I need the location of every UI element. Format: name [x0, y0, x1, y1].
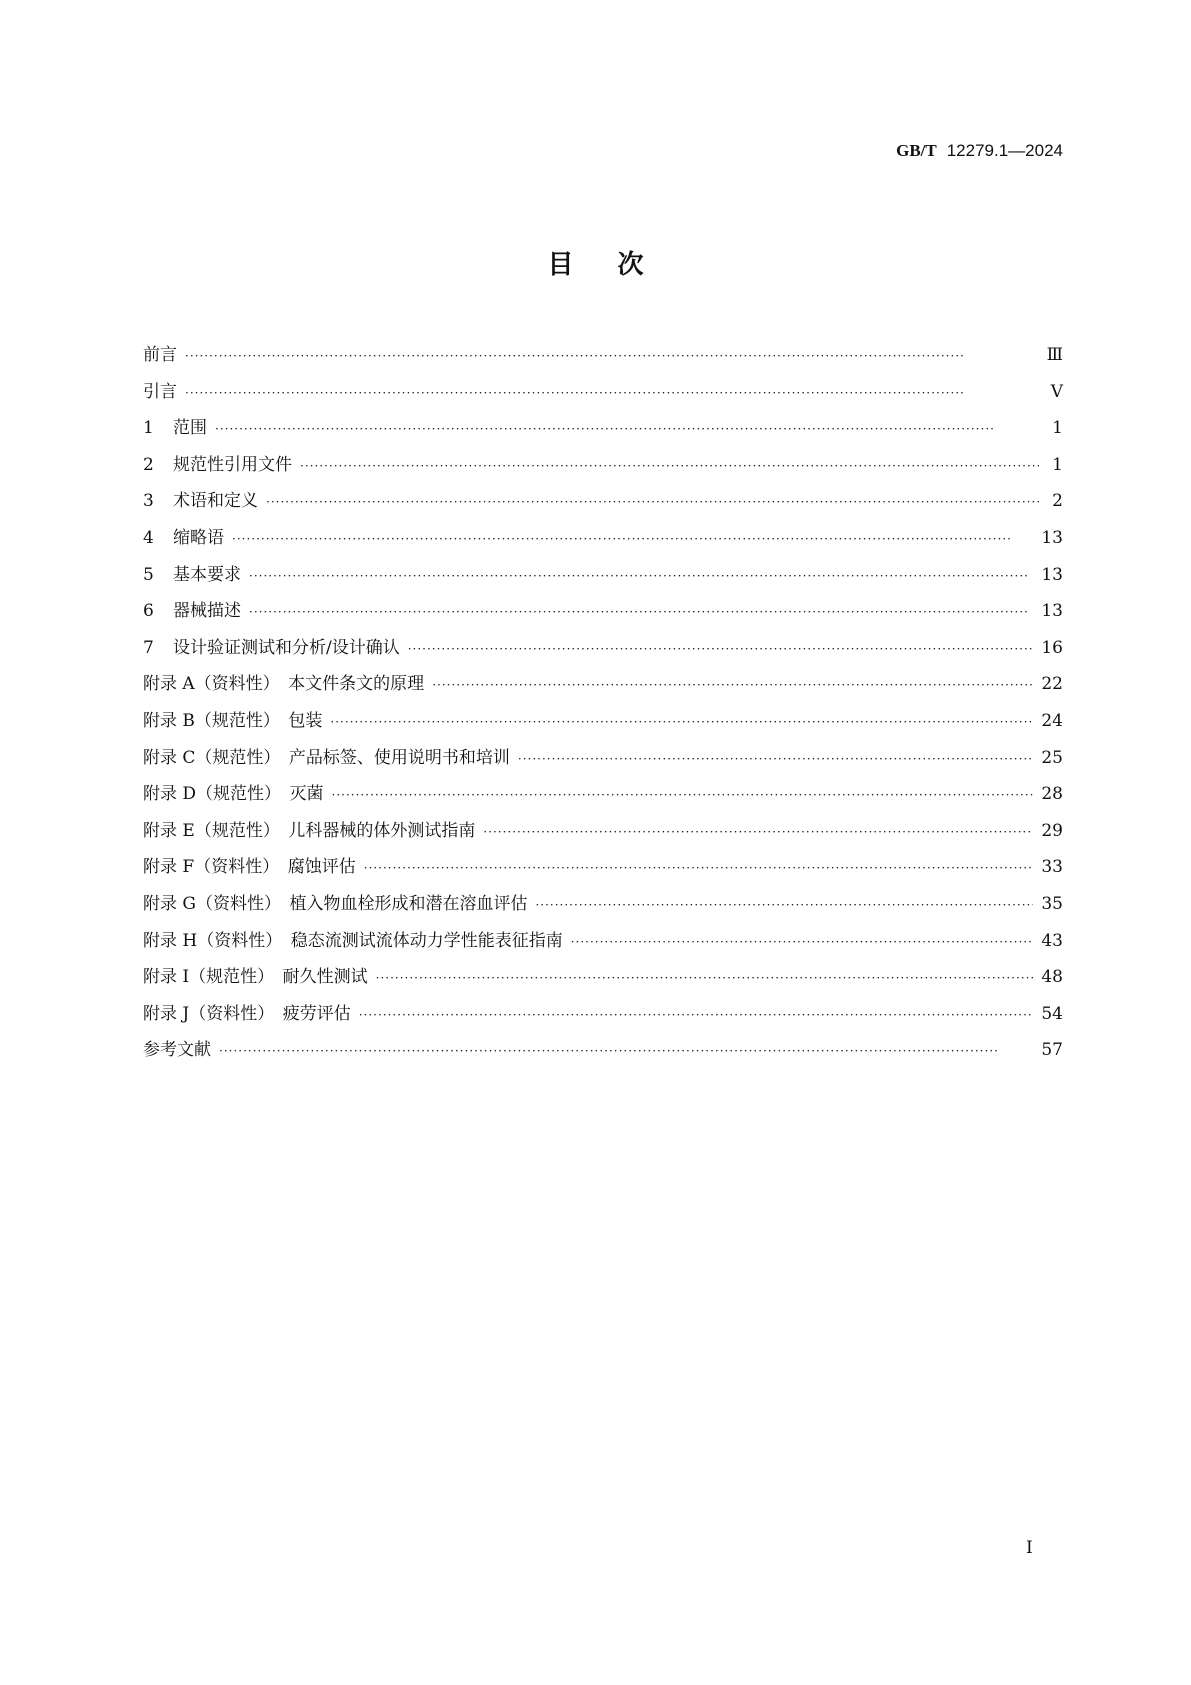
toc-entry-page: 13 — [1041, 527, 1063, 548]
toc-entry-page: 25 — [1041, 747, 1063, 768]
toc-entry[interactable] — [143, 377, 1063, 414]
toc-entry[interactable] — [143, 486, 1063, 523]
toc-entry-label: 缩略语 — [173, 527, 224, 548]
toc-entry-label: 参考文献 — [143, 1040, 211, 1061]
toc-entry-label: 附录 F（资料性） 腐蚀评估 — [143, 857, 356, 878]
toc-entry-number: 2 — [143, 454, 154, 475]
toc-entry-page: 35 — [1041, 893, 1063, 914]
toc-entry-page: 2 — [1052, 491, 1063, 512]
toc-entry-label: 范围 — [173, 418, 207, 439]
dot-leader — [300, 451, 1039, 481]
toc-entry-label: 前言 — [143, 345, 177, 365]
toc-entry-label: 附录 J（资料性） 疲劳评估 — [143, 1003, 351, 1024]
dot-leader — [219, 1036, 1033, 1066]
toc-entry-label: 设计验证测试和分析/设计确认 — [173, 637, 400, 658]
toc-entry[interactable] — [143, 523, 1063, 560]
toc-entry-page: 28 — [1041, 784, 1063, 805]
toc-entry-page: 16 — [1041, 637, 1063, 658]
toc-entry[interactable] — [143, 743, 1063, 780]
dot-leader — [408, 634, 1034, 664]
toc-entry-number: 5 — [143, 564, 154, 585]
toc-entry-number: 3 — [143, 491, 154, 512]
toc-entry-label: 引言 — [143, 381, 177, 402]
dot-leader — [332, 780, 1034, 810]
toc-entry[interactable] — [143, 413, 1063, 450]
dot-leader — [432, 670, 1033, 700]
toc-entry[interactable] — [143, 926, 1063, 963]
toc-entry[interactable] — [143, 450, 1063, 487]
standard-code: 12279.1—2024 — [946, 141, 1063, 160]
toc-entry-number: 6 — [143, 601, 154, 622]
toc-entry-label: 器械描述 — [173, 601, 241, 622]
toc-entry-number: 4 — [143, 527, 154, 548]
dot-leader — [232, 524, 1033, 554]
toc-entry-label: 附录 B（规范性） 包装 — [143, 710, 323, 731]
toc-entry-page: 1 — [1052, 454, 1063, 475]
toc-entry-label: 附录 E（规范性） 儿科器械的体外测试指南 — [143, 820, 476, 841]
dot-leader — [571, 927, 1034, 957]
toc-entry-number: 1 — [143, 418, 154, 439]
dot-leader — [483, 817, 1033, 847]
toc-entry[interactable] — [143, 596, 1063, 633]
dot-leader — [518, 744, 1033, 774]
toc-entry-label: 规范性引用文件 — [173, 454, 292, 475]
dot-leader — [249, 597, 1033, 627]
standard-prefix: GB/T — [896, 141, 937, 160]
toc-entry-page: 1 — [1052, 418, 1063, 439]
toc-entry-page: Ⅲ — [1046, 345, 1063, 365]
dot-leader — [330, 707, 1033, 737]
toc-entry[interactable] — [143, 633, 1063, 670]
dot-leader — [215, 414, 1039, 444]
toc-entry-page: 57 — [1041, 1040, 1063, 1061]
toc-entry-label: 附录 D（规范性） 灭菌 — [143, 784, 324, 805]
toc-entry-label: 术语和定义 — [173, 491, 258, 512]
toc-entry-label: 附录 C（规范性） 产品标签、使用说明书和培训 — [143, 747, 510, 768]
toc-entry-label: 基本要求 — [173, 564, 241, 585]
toc-entry-label: 附录 G（资料性） 植入物血栓形成和潜在溶血评估 — [143, 893, 528, 914]
dot-leader — [185, 378, 1039, 408]
toc-entry[interactable] — [143, 779, 1063, 816]
toc-entry-page: 43 — [1041, 930, 1063, 951]
toc-entry-page: 33 — [1041, 857, 1063, 878]
toc-entry-number: 7 — [143, 637, 154, 658]
page-title: 目次 — [547, 250, 688, 280]
toc-entry-label: 附录 A（资料性） 本文件条文的原理 — [143, 674, 425, 695]
toc-entry-page: Ⅴ — [1050, 381, 1063, 402]
toc-entry[interactable] — [143, 852, 1063, 889]
page-number: I — [1026, 1538, 1033, 1558]
dot-leader — [535, 890, 1033, 920]
toc-entry[interactable] — [143, 816, 1063, 853]
toc-entry[interactable] — [143, 669, 1063, 706]
toc-entry[interactable] — [143, 1035, 1063, 1072]
toc-entry-page: 13 — [1041, 564, 1063, 585]
toc-entry[interactable] — [143, 962, 1063, 999]
standard-number — [896, 141, 1063, 161]
dot-leader — [364, 853, 1034, 883]
table-of-contents — [143, 340, 1063, 1072]
toc-entry[interactable] — [143, 706, 1063, 743]
toc-entry-page: 22 — [1041, 674, 1063, 695]
dot-leader — [376, 963, 1034, 993]
toc-entry-page: 13 — [1041, 601, 1063, 622]
toc-entry-label: 附录 I（规范性） 耐久性测试 — [143, 967, 368, 988]
toc-entry-page: 54 — [1041, 1003, 1063, 1024]
dot-leader — [266, 487, 1039, 517]
toc-entry-page: 24 — [1041, 710, 1063, 731]
toc-entry[interactable] — [143, 999, 1063, 1036]
toc-entry-page: 29 — [1041, 820, 1063, 841]
dot-leader — [185, 341, 1039, 371]
toc-entry-label: 附录 H（资料性） 稳态流测试流体动力学性能表征指南 — [143, 930, 563, 951]
dot-leader — [249, 561, 1033, 591]
dot-leader — [359, 1000, 1034, 1030]
toc-entry-page: 48 — [1041, 967, 1063, 988]
toc-entry[interactable] — [143, 889, 1063, 926]
toc-entry[interactable] — [143, 560, 1063, 597]
toc-entry[interactable] — [143, 340, 1063, 377]
